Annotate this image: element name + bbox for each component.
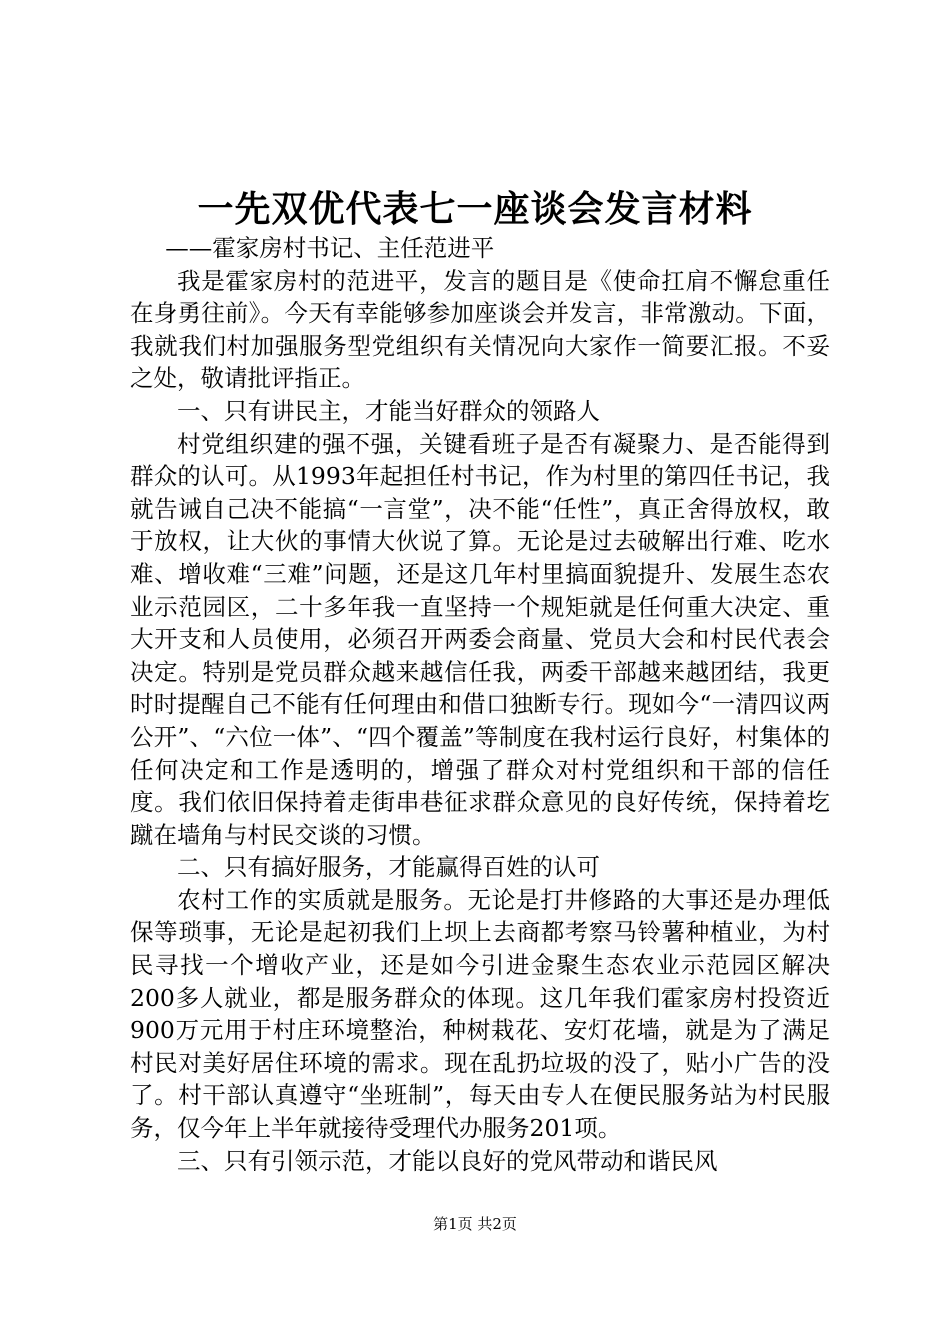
section-heading-1: 一、只有讲民主，才能当好群众的领路人 [177,396,600,425]
paragraph-section-1: 村党组织建的强不强，关键看班子是否有凝聚力、是否能得到群众的认可。从1993年起担任村书记，作为村里的第四任书记，我就告诫自己决不能搞“一言堂”，决不能“任性”，真正舍得放权，敢于放权，让大伙的事情大伙说了算。无论是过去破解出行难、吃水难、增收难“三难”问题，还是这几年村里搞面貌提升、发展生态农业示范园区，二十多年我一直坚持一个规矩就是任何重大决定、重大开支和人员使用，必须召开两委会商量、党员大会和村民代表会决定。特别是党员群众越来越信任我，两委干部越来越团结，我更时时提醒自己不能有任何理由和借口独断专行。现如今“一清四议两公开”、“六位一体”、“四个覆盖”等制度在我村运行良好，村集体的任何决定和工作是透明的，增强了群众对村党组织和干部的信任度。我们依旧保持着走街串巷征求群众意见的良好传统，保持着圪蹴在墙角与村民交谈的习惯。 [130,429,830,849]
author-byline: ——霍家房村书记、主任范进平 [165,234,495,262]
document-title: 一先双优代表七一座谈会发言材料 [197,188,753,230]
page-number-footer: 第1页 共2页 [433,1215,517,1233]
section-heading-2: 二、只有搞好服务，才能赢得百姓的认可 [177,853,600,882]
document-body [130,232,830,1177]
paragraph-intro: 我是霍家房村的范进平，发言的题目是《使命扛肩不懈怠重任在身勇往前》。今天有幸能够参加座谈会并发言，非常激动。下面，我就我们村加强服务型党组织有关情况向大家作一简要汇报。不妥之处，敬请批评指正。 [130,266,830,393]
paragraph-section-2: 农村工作的实质就是服务。无论是打井修路的大事还是办理低保等琐事，无论是起初我们上坝上去商都考察马铃薯种植业，为村民寻找一个增收产业，还是如今引进金聚生态农业示范园区解决200多人就业，都是服务群众的体现。这几年我们霍家房村投资近900万元用于村庄环境整治，种树栽花、安灯花墙，就是为了满足村民对美好居住环境的需求。现在乱扔垃圾的没了，贴小广告的没了。村干部认真遵守“坐班制”，每天由专人在便民服务站为村民服务，仅今年上半年就接待受理代办服务201项。 [130,885,830,1143]
section-heading-3: 三、只有引领示范，才能以良好的党风带动和谐民风 [177,1146,718,1175]
